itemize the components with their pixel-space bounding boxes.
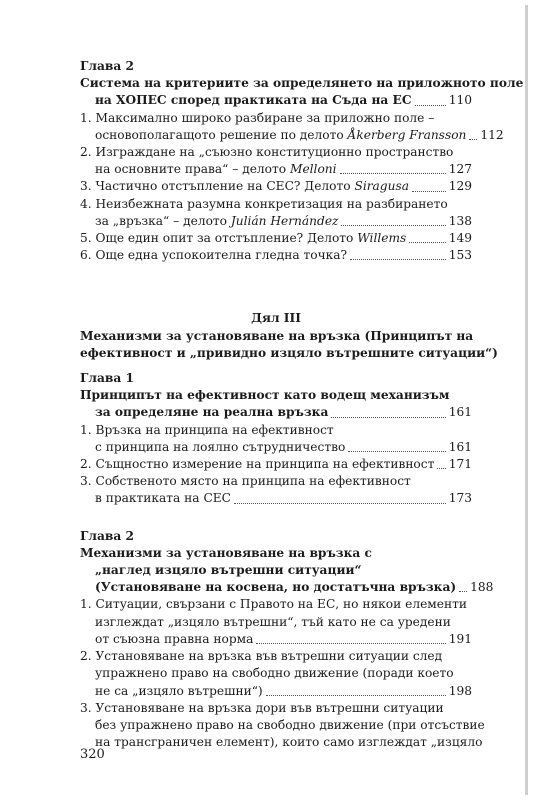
- toc-entry[interactable]: [80, 92, 472, 109]
- toc-entry-line: 1. Ситуации, свързани с Правото на ЕС, но някои елементи: [80, 597, 467, 612]
- toc-entry-line: на трансграничен елемент), които само изглеждат „изцяло: [95, 735, 483, 750]
- page-ref: 149: [448, 231, 472, 246]
- toc-entry-line: 3. Собственото място на принципа на ефективност: [80, 474, 411, 489]
- entry-text: от съюзна правна норма: [95, 631, 254, 646]
- table-of-contents: [80, 58, 524, 751]
- toc-entry[interactable]: [80, 439, 472, 456]
- book-page: [5, 5, 528, 795]
- page-ref: 110: [448, 93, 472, 108]
- toc-entry-line: 2. Изграждане на „съюзно конституционно пространство: [80, 145, 454, 160]
- toc-entry-line: изглеждат „изцяло вътрешни“, тъй като не са уредени: [95, 614, 451, 629]
- chapter-title: Механизми за установяване на връзка с: [80, 545, 372, 560]
- entry-text: [95, 213, 338, 230]
- leader-dots: [415, 105, 446, 106]
- leader-dots: [340, 173, 446, 174]
- chapter-title: „наглед изцяло вътрешни ситуации“: [95, 563, 362, 578]
- part-title: Механизми за установяване на връзка (Принципът на: [80, 328, 474, 343]
- entry-text-part: за „връзка“ – делото: [95, 213, 231, 228]
- leader-dots: [256, 643, 445, 644]
- entry-text: в практиката на СЕС: [95, 491, 231, 506]
- chapter-label: Глава 2: [80, 528, 134, 543]
- case-name: Julián Hernández: [230, 213, 339, 228]
- page-ref: 173: [448, 491, 472, 506]
- chapter-label: Глава 1: [80, 371, 134, 386]
- toc-entry-line: 3. Установяване на връзка дори във вътрешни ситуации: [80, 700, 444, 715]
- toc-entry[interactable]: [80, 213, 472, 230]
- entry-text: 6. Още една успокоителна гледна точка?: [80, 248, 348, 263]
- part-heading: Дял III: [251, 311, 301, 326]
- toc-entry[interactable]: [80, 161, 472, 178]
- toc-entry-line: без упражнено право на свободно движение (при отсъствие: [95, 717, 485, 732]
- chapter-label: Глава 2: [80, 59, 134, 73]
- entry-text-part: основополагащото решение по делото: [95, 127, 348, 142]
- leader-dots: [341, 225, 445, 226]
- leader-dots: [234, 503, 446, 504]
- leader-dots: [412, 191, 446, 192]
- toc-entry-line: упражнено право на свободно движение (поради което: [95, 666, 454, 681]
- entry-text: [80, 178, 409, 195]
- page-ref: 153: [448, 248, 472, 263]
- part-title: ефективност и „привидно изцяло вътрешните ситуации“): [80, 345, 498, 360]
- leader-dots: [459, 591, 467, 592]
- leader-dots: [437, 468, 445, 469]
- leader-dots: [266, 695, 446, 696]
- entry-text: [95, 127, 466, 144]
- chapter-title: на ХОПЕС според практиката на Съда на ЕС: [95, 93, 412, 108]
- leader-dots: [348, 451, 445, 452]
- page-ref: 191: [448, 631, 472, 646]
- entry-text-part: 5. Още един опит за отстъпление? Делото: [80, 231, 358, 246]
- chapter-title: Система на критериите за определянето на приложното поле: [80, 76, 524, 91]
- chapter-title: за определяне на реална връзка: [95, 405, 329, 420]
- toc-entry[interactable]: [80, 247, 472, 264]
- chapter-title: Принципът на ефективност като водещ механизъм: [80, 388, 450, 403]
- leader-dots: [350, 259, 446, 260]
- page-ref: 112: [480, 127, 504, 142]
- toc-entry-line: 1. Връзка на принципа на ефективност: [80, 422, 334, 437]
- chapter-title: (Установяване на косвена, но достатъчна връзка): [95, 580, 457, 595]
- entry-text: с принципа на лоялно сътрудничество: [95, 439, 346, 454]
- leader-dots: [331, 417, 445, 418]
- page-ref: 198: [448, 683, 472, 698]
- toc-entry[interactable]: [80, 631, 472, 648]
- entry-text: 2. Същностно измерение на принципа на ефективност: [80, 457, 435, 472]
- case-name: Siragusa: [354, 179, 409, 194]
- toc-entry[interactable]: [80, 230, 472, 247]
- entry-text: не са „изцяло вътрешни“): [95, 683, 263, 698]
- toc-entry-line: 1. Максимално широко разбиране за приложно поле –: [80, 110, 435, 125]
- entry-text-part: на основните права“ – делото: [95, 162, 290, 177]
- page-ref: 127: [448, 162, 472, 177]
- toc-entry[interactable]: [80, 404, 472, 421]
- entry-text: [80, 230, 406, 247]
- leader-dots: [409, 242, 445, 243]
- page-number: 320: [80, 747, 105, 762]
- toc-entry[interactable]: [80, 127, 504, 144]
- toc-entry[interactable]: [80, 579, 494, 596]
- page-ref: 161: [448, 439, 472, 454]
- entry-text-part: 3. Частично отстъпление на СЕС? Делото: [80, 179, 355, 194]
- page-ref: 161: [448, 405, 472, 420]
- toc-entry[interactable]: [80, 490, 472, 507]
- case-name: Willems: [357, 231, 407, 246]
- page-ref: 188: [470, 580, 494, 595]
- toc-entry[interactable]: [80, 456, 472, 473]
- toc-entry[interactable]: [80, 683, 472, 700]
- case-name: Melloni: [289, 162, 337, 177]
- case-name: Åkerberg Fransson: [347, 127, 467, 142]
- leader-dots: [469, 139, 477, 140]
- toc-entry-line: 4. Неизбежната разумна конкретизация на разбирането: [80, 196, 448, 211]
- page-ref: 129: [448, 179, 472, 194]
- toc-entry-line: 2. Установяване на връзка във вътрешни ситуации след: [80, 649, 443, 664]
- toc-entry[interactable]: [80, 178, 472, 195]
- entry-text: [95, 161, 337, 178]
- page-ref: 171: [448, 457, 472, 472]
- page-ref: 138: [448, 213, 472, 228]
